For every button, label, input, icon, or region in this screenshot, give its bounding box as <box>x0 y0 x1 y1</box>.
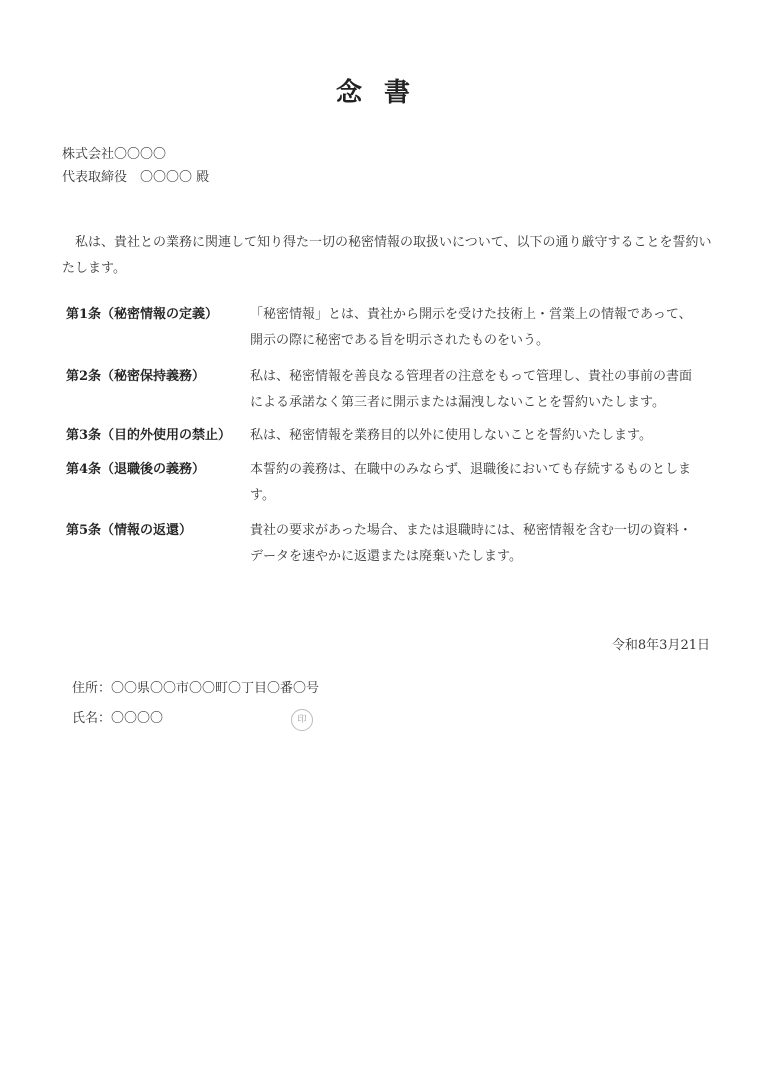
article-text: 私は、秘密情報を業務目的以外に使用しないことを誓約いたします。 <box>250 428 652 443</box>
document-title: 念書 <box>335 78 432 108</box>
article-label: 第3条（目的外使用の禁止） <box>66 428 232 443</box>
addressee-company: 株式会社〇〇〇〇 <box>62 147 167 162</box>
article-text: 本誓約の義務は、在職中のみならず、退職後においても存続するものとします。 <box>250 462 691 503</box>
article-label: 第5条（情報の返還） <box>66 523 193 538</box>
article-text: 「秘密情報」とは、貴社から開示を受けた技術上・営業上の情報であって、開示の際に秘密である旨を明示されたものをいう。 <box>250 307 692 348</box>
article-1 <box>66 302 716 354</box>
addressee-representative: 代表取締役 〇〇〇〇 殿 <box>62 170 210 185</box>
article-text: 貴社の要求があった場合、または退職時には、秘密情報を含む一切の資料・データを速やかに返還または廃棄いたします。 <box>250 523 692 564</box>
document-date: 令和8年3月21日 <box>611 638 710 653</box>
article-2 <box>66 364 716 416</box>
article-3 <box>66 423 716 449</box>
article-5 <box>66 518 716 570</box>
article-label: 第1条（秘密情報の定義） <box>66 307 219 322</box>
seal-mark-icon: 印 <box>291 709 313 731</box>
article-text: 私は、秘密情報を善良なる管理者の注意をもって管理し、貴社の事前の書面による承諾なく第三者に開示または漏洩しないことを誓約いたします。 <box>250 369 693 410</box>
signer-address: 住所：〇〇県〇〇市〇〇町〇丁目〇番〇号 <box>72 681 320 696</box>
article-label: 第4条（退職後の義務） <box>66 462 206 477</box>
article-4 <box>66 457 716 509</box>
intro-paragraph: 私は、貴社との業務に関連して知り得た一切の秘密情報の取扱いについて、以下の通り厳守することを誓約いたします。 <box>62 235 712 276</box>
signer-name: 氏名：〇〇〇〇 <box>72 711 164 726</box>
article-label: 第2条（秘密保持義務） <box>66 369 206 384</box>
